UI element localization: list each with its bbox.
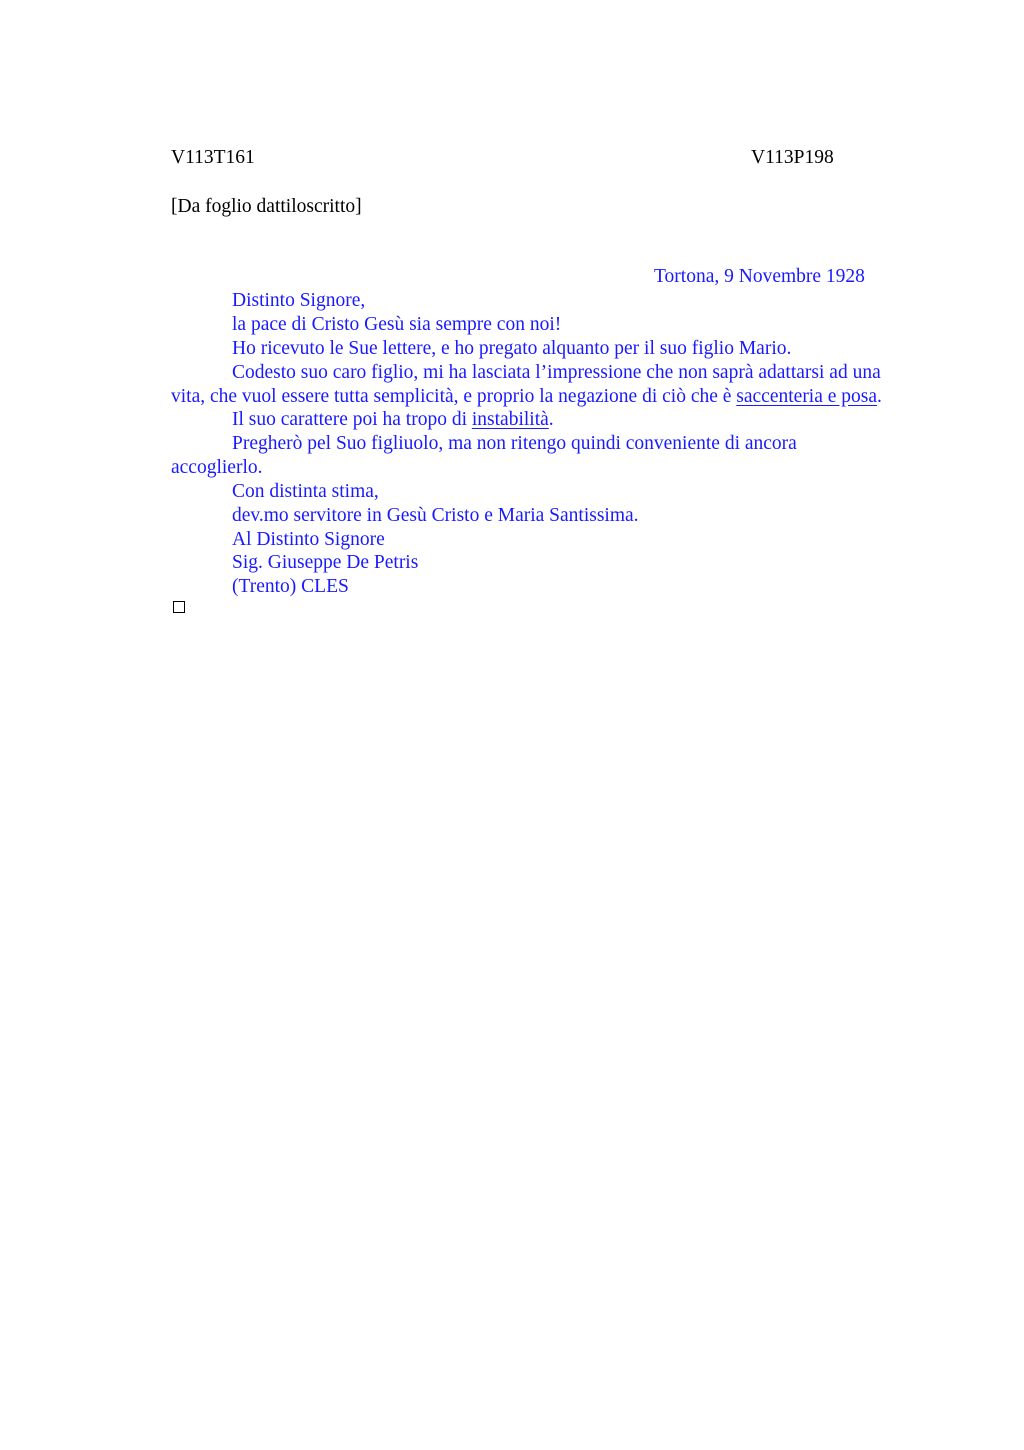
letter-signature-line: dev.mo servitore in Gesù Cristo e Maria Santissima. <box>232 505 639 526</box>
paragraph-1-end: . <box>877 386 882 407</box>
paragraph-1-text: vita, che vuol essere tutta semplicità, e proprio la negazione di ciò che è <box>171 386 737 407</box>
document-code-right: V113P198 <box>751 147 834 168</box>
letter-received-line: Ho ricevuto le Sue lettere, e ho pregato alquanto per il suo figlio Mario. <box>232 338 792 359</box>
underlined-phrase-saccenteria: saccenteria e posa <box>736 386 878 407</box>
letter-paragraph-1-line-1: Codesto suo caro figlio, mi ha lasciata l’impressione che non saprà adattarsi ad una <box>232 362 881 383</box>
letter-date-line: Tortona, 9 Novembre 1928 <box>654 266 865 287</box>
paragraph-2-end: . <box>548 409 554 430</box>
addressee-line-1: Al Distinto Signore <box>232 529 385 550</box>
letter-salutation: Distinto Signore, <box>232 290 366 311</box>
letter-paragraph-3-line-2: accoglierlo. <box>171 457 263 478</box>
document-code-left: V113T161 <box>171 147 255 168</box>
letter-paragraph-1-line-2 <box>171 385 882 409</box>
letter-greeting: la pace di Cristo Gesù sia sempre con noi! <box>232 314 562 335</box>
addressee-line-2: Sig. Giuseppe De Petris <box>232 552 419 573</box>
addressee-line-3: (Trento) CLES <box>232 576 349 597</box>
letter-closing: Con distinta stima, <box>232 481 379 502</box>
underlined-word-instabilita: instabilità <box>471 409 549 430</box>
end-of-document-square-icon <box>173 601 185 613</box>
letter-paragraph-2 <box>232 408 554 432</box>
source-note: [Da foglio dattiloscritto] <box>171 196 362 217</box>
letter-paragraph-3-line-1: Pregherò pel Suo figliuolo, ma non ritengo quindi conveniente di ancora <box>232 433 797 454</box>
paragraph-2-text: Il suo carattere poi ha tropo di <box>232 409 472 430</box>
